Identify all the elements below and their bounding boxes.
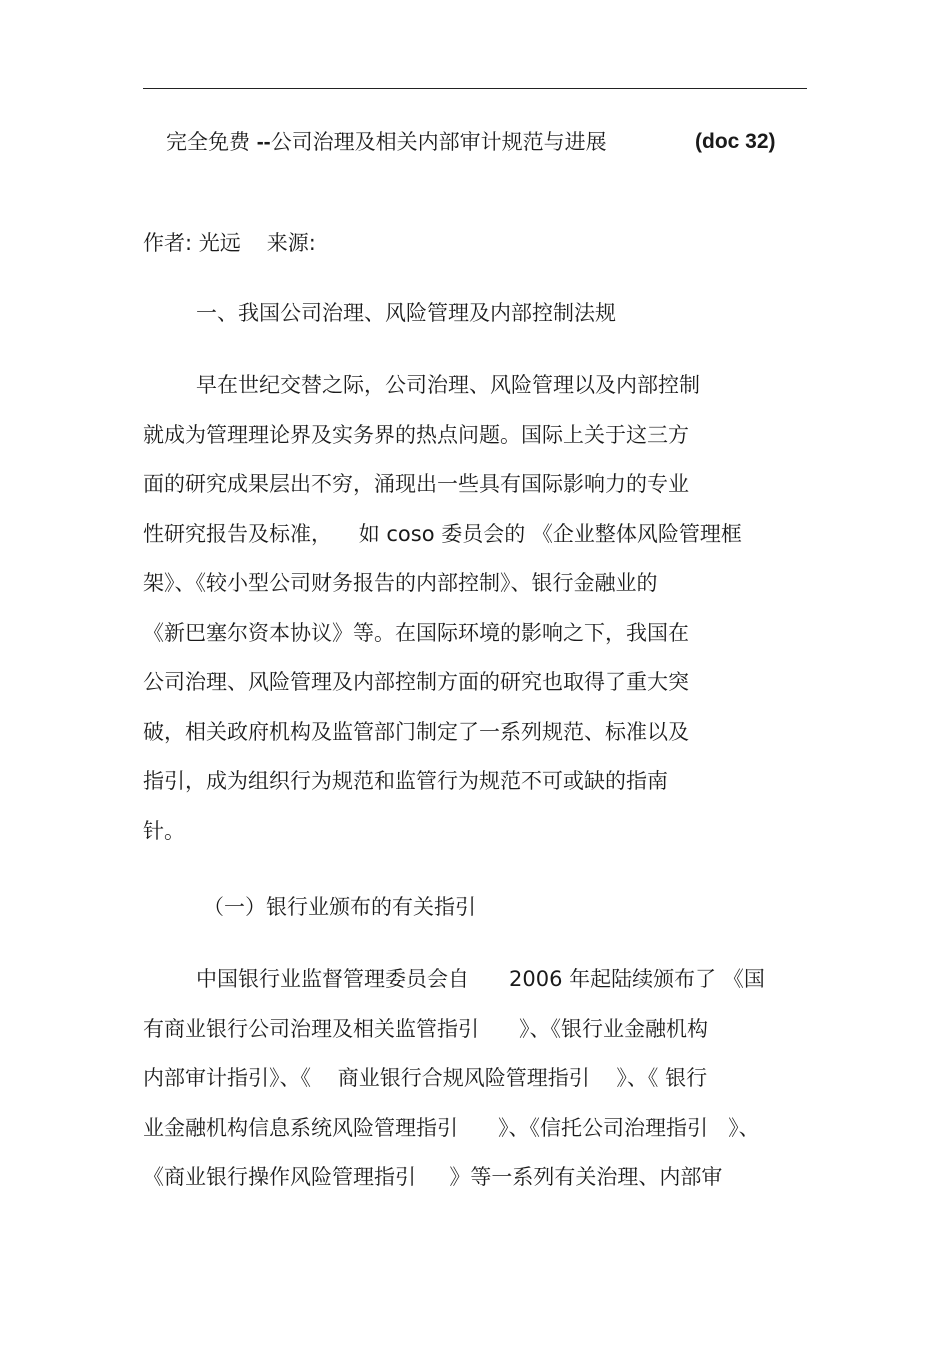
paragraph-line: 指引，成为组织行为规范和监管行为规范不可或缺的指南 — [143, 769, 668, 793]
author-label: 作者: 光远 — [143, 231, 241, 255]
paragraph-line: 业金融机构信息系统风险管理指引 》、《信托公司治理指引 》、 — [143, 1115, 760, 1140]
paragraph-line: 就成为管理理论界及实务界的热点问题。国际上关于这三方 — [143, 422, 689, 447]
title-prefix: 完全免费 — [166, 130, 250, 154]
paragraph-line: 早在世纪交替之际，公司治理、风险管理以及内部控制 — [196, 373, 700, 397]
section-heading-1: 一、我国公司治理、风险管理及内部控制法规 — [196, 301, 616, 325]
banking-paragraph — [143, 963, 765, 1211]
paragraph-line: 公司治理、风险管理及内部控制方面的研究也取得了重大突 — [143, 670, 689, 694]
paragraph-line: 《新巴塞尔资本协议》等。在国际环境的影响之下，我国在 — [143, 620, 689, 645]
document-title — [166, 126, 776, 159]
paragraph-line: 架》、《较小型公司财务报告的内部控制》、银行金融业的 — [143, 571, 658, 595]
paragraph-line: 内部审计指引》、《 商业银行合规风险管理指引 》、《 银行 — [143, 1066, 708, 1090]
paragraph-line: 破，相关政府机构及监管部门制定了一系列规范、标准以及 — [143, 719, 689, 744]
byline — [143, 227, 316, 259]
title-doc-tag: (doc 32) — [695, 130, 776, 153]
source-label: 来源: — [266, 231, 316, 255]
paragraph-line: 有商业银行公司治理及相关监管指引 》、《银行业金融机构 — [143, 1016, 709, 1041]
intro-paragraph — [143, 369, 742, 864]
header-rule — [143, 88, 807, 89]
paragraph-line: 中国银行业监督管理委员会自 2006 年起陆续颁布了 《国 — [196, 967, 765, 991]
paragraph-line: 性研究报告及标准， 如 coso 委员会的 《企业整体风险管理框 — [143, 521, 742, 546]
title-main: 公司治理及相关内部审计规范与进展 — [270, 130, 607, 154]
paragraph-line: 针。 — [143, 818, 185, 843]
paragraph-line: 面的研究成果层出不穷，涌现出一些具有国际影响力的专业 — [143, 472, 689, 496]
title-dash: -- — [256, 131, 271, 154]
paragraph-line: 《商业银行操作风险管理指引 》等一系列有关治理、内部审 — [143, 1165, 723, 1189]
subsection-heading-1: （一）银行业颁布的有关指引 — [203, 895, 476, 919]
